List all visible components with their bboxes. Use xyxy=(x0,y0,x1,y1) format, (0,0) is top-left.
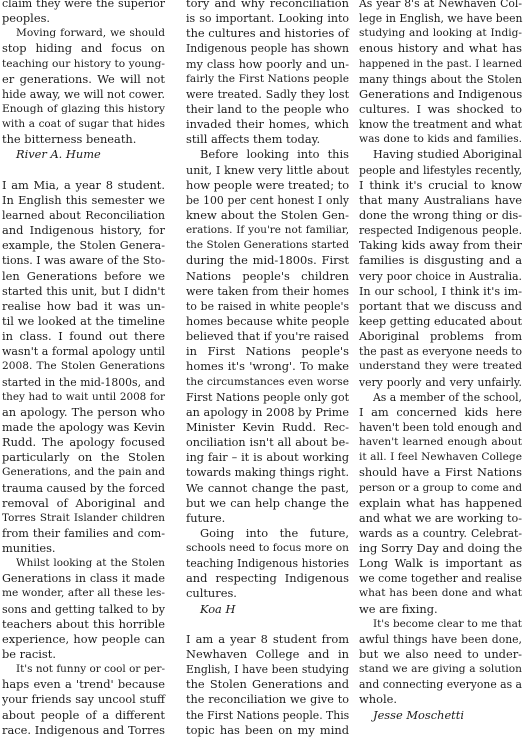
text-line: we are fixing. xyxy=(359,601,438,616)
text-line: Going into the future, xyxy=(200,525,349,540)
text-line: haps even a 'trend' because xyxy=(2,677,165,692)
text-line: believed that if you're raised xyxy=(186,330,349,344)
text-line: topic has been on my mind xyxy=(186,722,349,737)
text-line: It's become clear to me that xyxy=(373,617,522,630)
text-line: invaded their homes, which xyxy=(186,117,349,132)
text-line: enous history and what has xyxy=(359,41,522,56)
text-line: they had to wait until 2008 for xyxy=(2,390,165,403)
text-line: sons and getting talked to by xyxy=(2,602,165,616)
author-signature: Jesse Moschetti xyxy=(373,707,464,722)
text-line: still affects them today. xyxy=(186,132,321,147)
text-line: As a member of the school, xyxy=(373,390,522,404)
text-line: the First Nations people. This xyxy=(186,708,350,722)
text-line: the circumstances even worse xyxy=(186,375,349,388)
text-line: I am concerned kids here xyxy=(359,404,522,419)
text-line: wards as a country. Celebrat- xyxy=(359,526,522,540)
text-line: race. Indigenous and Torres xyxy=(2,722,165,737)
text-line: started this unit, but I didn't xyxy=(2,284,165,298)
text-line: studying and looking at Indig- xyxy=(359,27,522,40)
text-line: their land to the people who xyxy=(186,102,349,116)
text-line: were treated. Sadly they lost xyxy=(186,87,349,101)
text-line: we come together and realise xyxy=(359,572,522,586)
text-line: your friends say uncool stuff xyxy=(2,693,165,707)
text-line: Before looking into this xyxy=(200,147,349,162)
text-line: but we also need to under- xyxy=(359,647,522,662)
text-line: the Stolen Generations started xyxy=(186,239,349,252)
author-signature: Koa H xyxy=(200,601,236,616)
text-line: Long Walk is important as xyxy=(359,556,522,571)
text-line: the Stolen Generations and xyxy=(186,677,349,692)
text-line: and Indigenous history, for xyxy=(2,223,165,238)
text-line: know the treatment and what xyxy=(359,118,522,132)
text-line: Whilst looking at the Stolen xyxy=(16,557,165,570)
text-line: English, I have been studying xyxy=(186,663,349,677)
text-line: tions. I was aware of the Sto- xyxy=(2,254,166,268)
column-2 xyxy=(186,0,349,738)
text-line: removal of Aboriginal and xyxy=(2,495,165,510)
column-1 xyxy=(2,0,165,738)
text-line: how people were treated; to xyxy=(186,177,350,192)
text-line: an apology. The person who xyxy=(2,404,165,419)
text-line: to be raised in white people's xyxy=(186,299,349,313)
text-line: Generations in class it made xyxy=(2,572,165,586)
text-line: haven't learned enough about xyxy=(359,436,522,449)
text-line: the reconciliation we give to xyxy=(186,693,349,707)
text-line: onciliation isn't all about be- xyxy=(186,436,349,450)
text-line: realise how bad it was un- xyxy=(2,298,165,313)
text-line: homes it's 'wrong'. To make xyxy=(186,359,349,374)
text-line: explain what has happened xyxy=(359,495,522,510)
text-line: In our school, I think it's im- xyxy=(359,284,522,298)
text-line: were taken from their homes xyxy=(186,284,349,298)
text-line: learned about Reconciliation xyxy=(2,208,165,222)
text-line: We cannot change the past, xyxy=(186,480,349,495)
text-line: very poorly and very unfairly. xyxy=(359,375,522,389)
text-line: er generations. We will not xyxy=(2,71,165,86)
text-line: fairly the First Nations people xyxy=(186,72,349,85)
text-line: Moving forward, we should xyxy=(16,27,165,40)
text-line: stand we are giving a solution xyxy=(359,663,522,676)
text-line: I am a year 8 student from xyxy=(186,631,349,646)
text-line: it all. I feel Newhaven College xyxy=(359,451,522,464)
text-line: started in the mid-1800s, and xyxy=(2,375,165,389)
text-line: made the apology was Kevin xyxy=(2,420,165,434)
paragraph-gap xyxy=(2,163,165,178)
text-line: experience, how people can xyxy=(2,631,165,646)
text-line: First Nations people only got xyxy=(186,390,349,404)
text-line: unit, I knew very little about xyxy=(186,163,349,177)
text-line: in First Nations people's xyxy=(186,344,349,359)
text-line: the bitterness beneath. xyxy=(2,132,137,147)
text-line: the past as everyone needs to xyxy=(359,345,523,359)
text-line: and connecting everyone as a xyxy=(359,678,522,692)
text-line: happened in the past. I learned xyxy=(359,58,522,70)
text-line: and respecting Indigenous xyxy=(186,571,349,586)
author-signature: River A. Hume xyxy=(16,147,101,162)
text-line: Indigenous people has shown xyxy=(186,42,349,56)
text-line: cultures. xyxy=(186,586,237,601)
text-line: Generations and Indigenous xyxy=(359,86,523,101)
text-line: teachers about this horrible xyxy=(2,616,165,631)
text-line: be racist. xyxy=(2,647,56,662)
text-line: Minister Kevin Rudd. Rec- xyxy=(186,419,349,434)
text-line: I think it's crucial to know xyxy=(359,177,522,192)
text-line: len Generations before we xyxy=(2,268,165,283)
text-line: It's not funny or cool or per- xyxy=(16,663,165,676)
text-line: Rudd. The apology focused xyxy=(2,435,165,450)
text-line: haven't been told enough and xyxy=(359,420,522,434)
text-line: example, the Stolen Genera- xyxy=(2,239,165,253)
text-line: that many Australians have xyxy=(359,192,522,207)
text-line: Torres Strait Islander children xyxy=(2,511,165,524)
text-line: munities. xyxy=(2,541,56,556)
text-line: an apology in 2008 by Prime xyxy=(186,405,349,419)
text-line: I am Mia, a year 8 student. xyxy=(2,177,165,192)
text-line: Having studied Aboriginal xyxy=(373,148,522,162)
text-line: during the mid-1800s. First xyxy=(186,253,349,268)
text-line: lege in English, we have been xyxy=(359,12,523,26)
text-line: Generations, and the pain and xyxy=(2,466,165,479)
text-line: portant that we discuss and xyxy=(359,298,522,313)
text-line: ing fair – it is about working xyxy=(186,451,349,465)
text-line: schools need to focus more on xyxy=(186,542,349,555)
text-line: ing Sorry Day and doing the xyxy=(359,541,523,556)
text-line: hide away, we will not cower. xyxy=(2,87,165,101)
text-line: what has been done and what xyxy=(359,587,522,600)
text-line: people and lifestyles recently, xyxy=(359,163,522,177)
text-line: erations. If you're not familiar, xyxy=(186,224,349,237)
text-line: done the wrong thing or dis- xyxy=(359,208,522,222)
text-line: claim they were the superior xyxy=(2,0,165,10)
text-line: Nations people's children xyxy=(186,268,349,283)
text-line: my class how poorly and un- xyxy=(186,57,349,71)
text-line: person or a group to come and xyxy=(359,481,522,494)
text-line: Enough of glazing this history xyxy=(2,102,165,115)
text-line: future. xyxy=(186,510,226,525)
text-line: tory and why reconciliation xyxy=(186,0,349,10)
text-line: Taking kids away from their xyxy=(359,238,522,253)
text-line: from their families and com- xyxy=(2,526,165,540)
text-line: in class. I found out there xyxy=(2,329,165,344)
text-line: knew about the Stolen Gen- xyxy=(186,207,349,222)
text-line: teaching Indigenous histories xyxy=(186,557,349,571)
text-line: keep getting educated about xyxy=(359,314,523,328)
text-line: particularly on the Stolen xyxy=(2,450,165,465)
text-line: understand they were treated xyxy=(359,360,522,373)
text-line: In English this semester we xyxy=(2,192,165,207)
text-line: awful things have been done, xyxy=(359,632,522,646)
text-line: me wonder, after all these les- xyxy=(2,587,165,600)
text-line: stop hiding and focus on xyxy=(2,41,165,56)
text-line: whole. xyxy=(359,692,397,707)
text-line: trauma caused by the forced xyxy=(2,481,165,495)
text-line: was done to kids and families. xyxy=(359,133,522,146)
text-line: homes because white people xyxy=(186,314,350,328)
text-line: the cultures and histories of xyxy=(186,26,349,41)
text-line: peoples. xyxy=(2,11,51,26)
text-line: many things about the Stolen xyxy=(359,72,522,86)
text-line: Aboriginal problems from xyxy=(359,329,522,344)
text-line: be 100 per cent honest I only xyxy=(186,193,349,207)
text-line: cultures. I was shocked to xyxy=(359,101,522,116)
text-line: is so important. Looking into xyxy=(186,12,349,26)
text-line: til we looked at the timeline xyxy=(2,313,165,328)
text-line: As year 8's at Newhaven Col- xyxy=(359,0,522,10)
text-line: 2008. The Stolen Generations xyxy=(2,360,165,373)
text-line: teaching our history to young- xyxy=(2,57,165,70)
text-line: wasn't a formal apology until xyxy=(2,345,165,359)
text-line: families is disgusting and a xyxy=(359,253,522,268)
text-line: towards making things right. xyxy=(186,466,349,480)
text-line: and what we are working to- xyxy=(359,511,522,525)
text-line: very poor choice in Australia. xyxy=(359,269,522,283)
text-line: but we can help change the xyxy=(186,495,349,510)
column-3 xyxy=(359,0,522,723)
text-line: Newhaven College and in xyxy=(186,647,349,662)
paragraph-gap xyxy=(186,617,349,632)
text-line: about people of a different xyxy=(2,707,165,722)
text-line: with a coat of sugar that hides xyxy=(2,118,165,131)
text-line: respected Indigenous people. xyxy=(359,224,522,238)
text-line: should have a First Nations xyxy=(359,465,522,480)
